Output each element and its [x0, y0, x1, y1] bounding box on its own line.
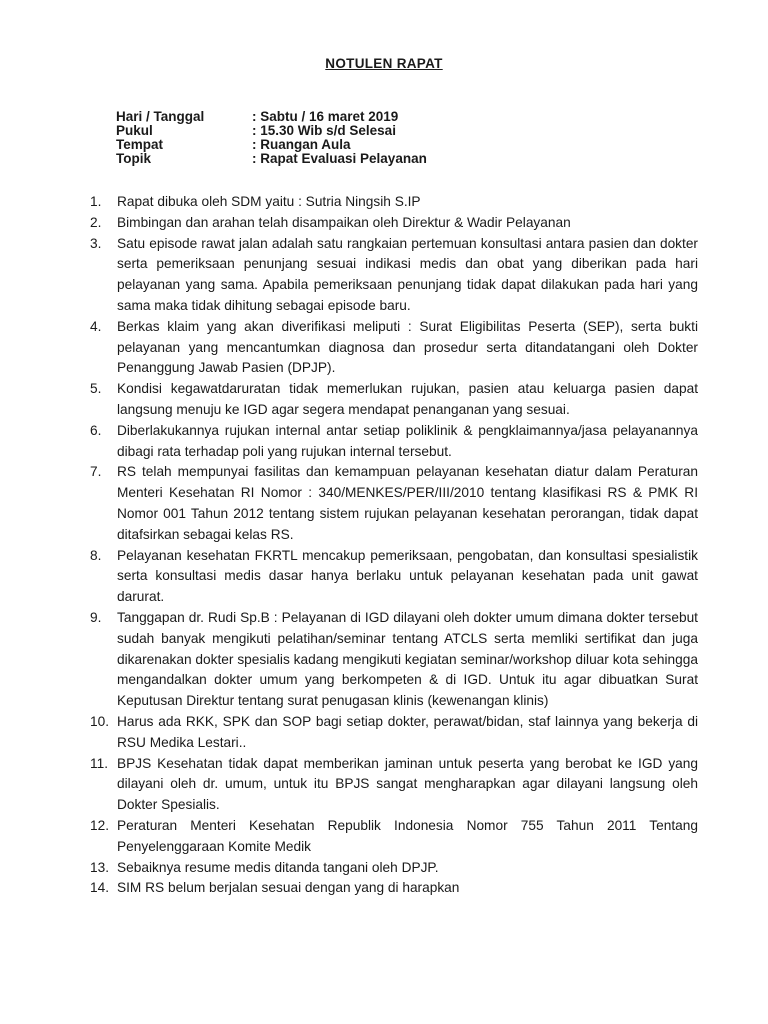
item-text: Sebaiknya resume medis ditanda tangani oleh DPJP. — [117, 859, 439, 875]
item-text: Rapat dibuka oleh SDM yaitu : Sutria Ningsih S.IP — [117, 194, 421, 209]
list-item — [90, 712, 698, 754]
meta-value: : Rapat Evaluasi Pelayanan — [252, 151, 427, 166]
meta-label: Hari / Tanggal — [116, 109, 205, 124]
item-number: 6. — [90, 422, 102, 438]
item-text: Berkas klaim yang akan diverifikasi meliputi : Surat Eligibilitas Peserta (SEP), serta bukti pelayanan yang mencantumkan diagnosa dan prosedur serta ditandatangani oleh Dokter Penanggung Jawab Pasien (DPJP). — [117, 318, 698, 376]
meeting-info — [116, 110, 427, 166]
item-text: Bimbingan dan arahan telah disampaikan oleh Direktur & Wadir Pelayanan — [117, 214, 571, 230]
item-number: 13. — [90, 859, 110, 875]
item-text: RS telah mempunyai fasilitas dan kemampuan pelayanan kesehatan diatur dalam Peraturan Menteri Kesehatan RI Nomor : 340/MENKES/PER/III/2010 tentang klasifikasi RS & PMK RI Nomor 001 Tahun 2012 tentang sistem rujukan pelayanan kesehatan perorangan, tidak dapat ditafsirkan sebagai kelas RS. — [117, 464, 698, 542]
item-text: Kondisi kegawatdaruratan tidak memerlukan rujukan, pasien atau keluarga pasien dapat langsung menuju ke IGD agar segera mendapat penanganan yang sesuai. — [117, 381, 698, 417]
item-text: Tanggapan dr. Rudi Sp.B : Pelayanan di IGD dilayani oleh dokter umum dimana dokter tersebut sudah banyak mengikuti pelatihan/seminar tentang ATCLS serta memliki sertifikat dan juga dikarenakan dokter spesialis kadang mengikuti kegiatan seminar/workshop diluar kota sehingga mengandalkan dokter umum yang berkompeten & di IGD. Untuk itu agar dibuatkan Surat Keputusan Direktur tentang surat penugasan klinis (kewenangan klinis) — [117, 609, 698, 709]
item-number: 5. — [90, 381, 102, 397]
item-number: 4. — [90, 318, 102, 334]
list-item — [90, 546, 698, 608]
item-number: 9. — [90, 609, 102, 625]
item-number: 8. — [90, 547, 102, 563]
item-text: SIM RS belum berjalan sesuai dengan yang di harapkan — [117, 880, 460, 896]
item-text: Harus ada RKK, SPK dan SOP bagi setiap dokter, perawat/bidan, staf lainnya yang bekerja di RSU Medika Lestari.. — [117, 713, 698, 750]
meta-label: Tempat — [116, 137, 164, 152]
meta-value: : Ruangan Aula — [252, 137, 351, 152]
list-item — [90, 608, 698, 712]
item-number: 7. — [90, 464, 102, 480]
list-item — [90, 878, 698, 899]
item-number: 10. — [90, 713, 110, 729]
item-number: 1. — [90, 194, 102, 209]
list-item — [90, 317, 698, 379]
list-item — [90, 192, 698, 213]
meta-row-time — [116, 124, 427, 138]
list-item — [90, 754, 698, 816]
meta-label: Topik — [116, 151, 151, 166]
list-item — [90, 379, 698, 421]
item-text: BPJS Kesehatan tidak dapat memberikan jaminan untuk peserta yang berobat ke IGD yang dilayani oleh dr. umum, untuk itu BPJS sangat mengharapkan agar dilayani langsung oleh Dokter Spesialis. — [117, 755, 698, 813]
meta-row-topic — [116, 152, 427, 166]
list-item — [90, 816, 698, 858]
meta-value: : 15.30 Wib s/d Selesai — [252, 123, 396, 138]
item-number: 2. — [90, 214, 102, 230]
item-number: 3. — [90, 235, 102, 251]
item-number: 12. — [90, 817, 110, 833]
minutes-list — [90, 192, 698, 899]
item-number: 11. — [90, 755, 109, 771]
meta-row-date — [116, 110, 427, 124]
meta-label: Pukul — [116, 123, 153, 138]
list-item — [90, 858, 698, 879]
item-number: 14. — [90, 880, 110, 896]
list-item — [90, 234, 698, 317]
item-text: Satu episode rawat jalan adalah satu rangkaian pertemuan konsultasi antara pasien dan dokter serta pemeriksaan penunjang sesuai indikasi medis dan obat yang diberikan pada hari pelayanan yang sama. Apabila pemeriksaan penunjang tidak dapat dilakukan pada hari yang sama maka tidak dihitung sebagai episode baru. — [117, 235, 698, 313]
document-title: NOTULEN RAPAT — [325, 56, 443, 71]
item-text: Diberlakukannya rujukan internal antar setiap poliklinik & pengklaimannya/jasa pelayanannya dibagi rata terhadap poli yang rujukan internal tersebut. — [117, 422, 698, 459]
list-item — [90, 462, 698, 545]
item-text: Peraturan Menteri Kesehatan Republik Indonesia Nomor 755 Tahun 2011 Tentang Penyelenggaraan Komite Medik — [117, 817, 698, 854]
list-item — [90, 213, 698, 234]
list-item — [90, 421, 698, 463]
item-text: Pelayanan kesehatan FKRTL mencakup pemeriksaan, pengobatan, dan konsultasi spesialistik serta konsultasi medis dasar hanya berlaku untuk pelayanan kesehatan pada unit gawat darurat. — [117, 547, 698, 605]
meta-value: : Sabtu / 16 maret 2019 — [252, 109, 399, 124]
meta-row-place — [116, 138, 427, 152]
